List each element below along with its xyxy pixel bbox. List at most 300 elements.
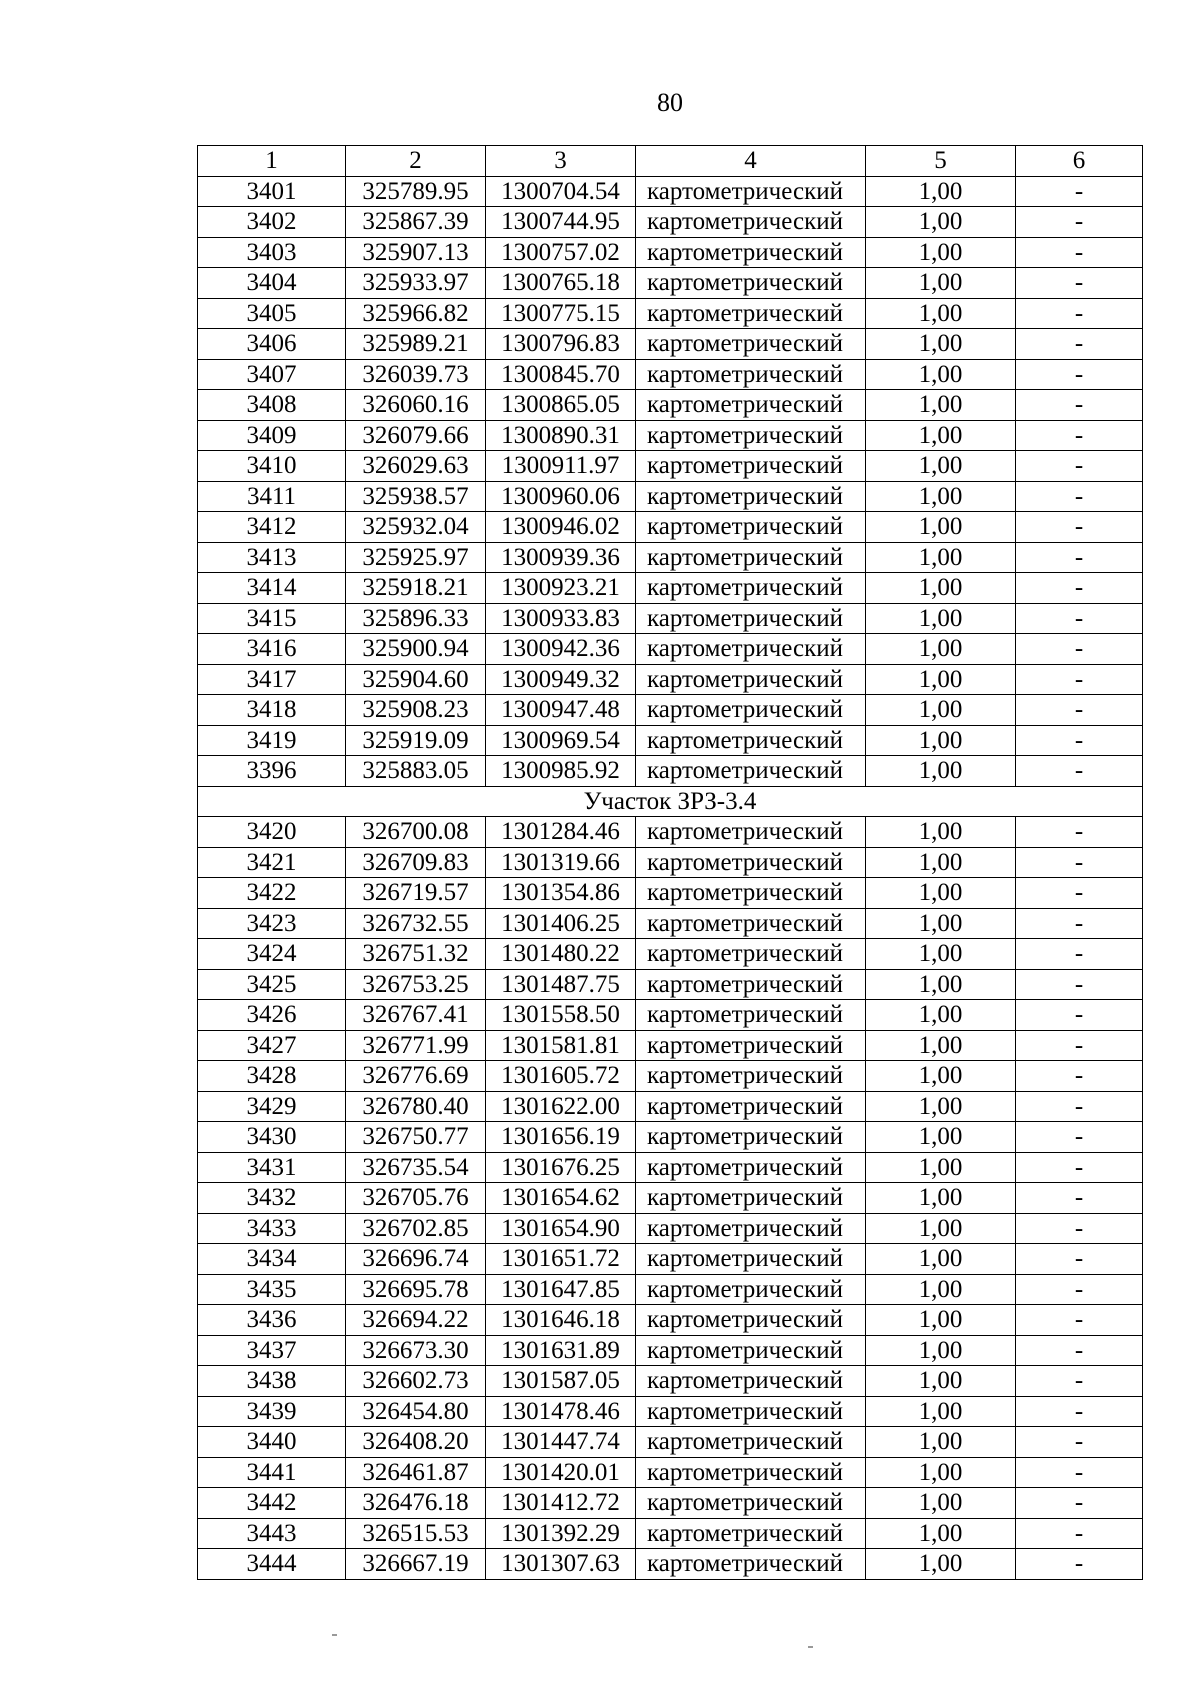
- precision-cell: 1,00: [866, 1061, 1016, 1092]
- precision-cell: 1,00: [866, 1000, 1016, 1031]
- method-cell: картометрический: [636, 1335, 866, 1366]
- point-number-cell: 3439: [198, 1396, 346, 1427]
- note-cell: -: [1016, 725, 1143, 756]
- method-cell: картометрический: [636, 451, 866, 482]
- precision-cell: 1,00: [866, 512, 1016, 543]
- table-row: [198, 1488, 1143, 1519]
- x-coordinate-cell: 326694.22: [346, 1305, 486, 1336]
- x-coordinate-cell: 325789.95: [346, 176, 486, 207]
- note-cell: -: [1016, 1183, 1143, 1214]
- x-coordinate-cell: 325900.94: [346, 634, 486, 665]
- point-number-cell: 3408: [198, 390, 346, 421]
- method-cell: картометрический: [636, 817, 866, 848]
- point-number-cell: 3417: [198, 664, 346, 695]
- scan-speck: [332, 1634, 337, 1636]
- x-coordinate-cell: 326029.63: [346, 451, 486, 482]
- x-coordinate-cell: 325918.21: [346, 573, 486, 604]
- note-cell: -: [1016, 1518, 1143, 1549]
- note-cell: -: [1016, 1152, 1143, 1183]
- table-row: [198, 1549, 1143, 1580]
- x-coordinate-cell: 326751.32: [346, 939, 486, 970]
- x-coordinate-cell: 326602.73: [346, 1366, 486, 1397]
- point-number-cell: 3410: [198, 451, 346, 482]
- table-row: [198, 1396, 1143, 1427]
- y-coordinate-cell: 1301319.66: [486, 847, 636, 878]
- y-coordinate-cell: 1301478.46: [486, 1396, 636, 1427]
- point-number-cell: 3402: [198, 207, 346, 238]
- note-cell: -: [1016, 298, 1143, 329]
- header-cell-3: 3: [486, 146, 636, 177]
- section-row: [198, 786, 1143, 817]
- point-number-cell: 3433: [198, 1213, 346, 1244]
- x-coordinate-cell: 325907.13: [346, 237, 486, 268]
- table-row: [198, 664, 1143, 695]
- precision-cell: 1,00: [866, 573, 1016, 604]
- x-coordinate-cell: 325896.33: [346, 603, 486, 634]
- note-cell: -: [1016, 1549, 1143, 1580]
- y-coordinate-cell: 1300923.21: [486, 573, 636, 604]
- table-row: [198, 420, 1143, 451]
- y-coordinate-cell: 1301646.18: [486, 1305, 636, 1336]
- x-coordinate-cell: 325933.97: [346, 268, 486, 299]
- precision-cell: 1,00: [866, 939, 1016, 970]
- precision-cell: 1,00: [866, 634, 1016, 665]
- note-cell: -: [1016, 756, 1143, 787]
- note-cell: -: [1016, 1335, 1143, 1366]
- x-coordinate-cell: 326667.19: [346, 1549, 486, 1580]
- point-number-cell: 3430: [198, 1122, 346, 1153]
- point-number-cell: 3444: [198, 1549, 346, 1580]
- precision-cell: 1,00: [866, 298, 1016, 329]
- point-number-cell: 3435: [198, 1274, 346, 1305]
- point-number-cell: 3420: [198, 817, 346, 848]
- method-cell: картометрический: [636, 756, 866, 787]
- table-row: [198, 1305, 1143, 1336]
- method-cell: картометрический: [636, 1457, 866, 1488]
- note-cell: -: [1016, 969, 1143, 1000]
- point-number-cell: 3441: [198, 1457, 346, 1488]
- y-coordinate-cell: 1301631.89: [486, 1335, 636, 1366]
- point-number-cell: 3422: [198, 878, 346, 909]
- precision-cell: 1,00: [866, 1091, 1016, 1122]
- point-number-cell: 3425: [198, 969, 346, 1000]
- method-cell: картометрический: [636, 603, 866, 634]
- y-coordinate-cell: 1301651.72: [486, 1244, 636, 1275]
- note-cell: -: [1016, 542, 1143, 573]
- method-cell: картометрический: [636, 969, 866, 1000]
- point-number-cell: 3396: [198, 756, 346, 787]
- point-number-cell: 3438: [198, 1366, 346, 1397]
- method-cell: картометрический: [636, 1244, 866, 1275]
- point-number-cell: 3413: [198, 542, 346, 573]
- method-cell: картометрический: [636, 847, 866, 878]
- note-cell: -: [1016, 908, 1143, 939]
- point-number-cell: 3407: [198, 359, 346, 390]
- table-row: [198, 237, 1143, 268]
- table-row: [198, 878, 1143, 909]
- method-cell: картометрический: [636, 573, 866, 604]
- point-number-cell: 3431: [198, 1152, 346, 1183]
- method-cell: картометрический: [636, 542, 866, 573]
- table-row: [198, 573, 1143, 604]
- note-cell: -: [1016, 1244, 1143, 1275]
- note-cell: -: [1016, 634, 1143, 665]
- note-cell: -: [1016, 664, 1143, 695]
- x-coordinate-cell: 326771.99: [346, 1030, 486, 1061]
- x-coordinate-cell: 325919.09: [346, 725, 486, 756]
- precision-cell: 1,00: [866, 1488, 1016, 1519]
- table-row: [198, 176, 1143, 207]
- precision-cell: 1,00: [866, 908, 1016, 939]
- point-number-cell: 3412: [198, 512, 346, 543]
- table-row: [198, 481, 1143, 512]
- note-cell: -: [1016, 237, 1143, 268]
- note-cell: -: [1016, 1305, 1143, 1336]
- y-coordinate-cell: 1301480.22: [486, 939, 636, 970]
- y-coordinate-cell: 1300765.18: [486, 268, 636, 299]
- note-cell: -: [1016, 1457, 1143, 1488]
- method-cell: картометрический: [636, 634, 866, 665]
- method-cell: картометрический: [636, 1396, 866, 1427]
- x-coordinate-cell: 326060.16: [346, 390, 486, 421]
- precision-cell: 1,00: [866, 603, 1016, 634]
- x-coordinate-cell: 326780.40: [346, 1091, 486, 1122]
- x-coordinate-cell: 326454.80: [346, 1396, 486, 1427]
- y-coordinate-cell: 1300949.32: [486, 664, 636, 695]
- y-coordinate-cell: 1300704.54: [486, 176, 636, 207]
- table-row: [198, 1427, 1143, 1458]
- point-number-cell: 3415: [198, 603, 346, 634]
- y-coordinate-cell: 1301447.74: [486, 1427, 636, 1458]
- note-cell: -: [1016, 939, 1143, 970]
- x-coordinate-cell: 325904.60: [346, 664, 486, 695]
- table-row: [198, 1091, 1143, 1122]
- method-cell: картометрический: [636, 1366, 866, 1397]
- method-cell: картометрический: [636, 237, 866, 268]
- note-cell: -: [1016, 1122, 1143, 1153]
- precision-cell: 1,00: [866, 268, 1016, 299]
- coordinates-table: [197, 145, 1143, 1580]
- point-number-cell: 3426: [198, 1000, 346, 1031]
- method-cell: картометрический: [636, 298, 866, 329]
- point-number-cell: 3443: [198, 1518, 346, 1549]
- note-cell: -: [1016, 1274, 1143, 1305]
- point-number-cell: 3428: [198, 1061, 346, 1092]
- precision-cell: 1,00: [866, 1244, 1016, 1275]
- precision-cell: 1,00: [866, 1030, 1016, 1061]
- y-coordinate-cell: 1301656.19: [486, 1122, 636, 1153]
- table-row: [198, 1457, 1143, 1488]
- table-row: [198, 542, 1143, 573]
- precision-cell: 1,00: [866, 481, 1016, 512]
- precision-cell: 1,00: [866, 1183, 1016, 1214]
- note-cell: -: [1016, 512, 1143, 543]
- note-cell: -: [1016, 878, 1143, 909]
- precision-cell: 1,00: [866, 237, 1016, 268]
- y-coordinate-cell: 1300985.92: [486, 756, 636, 787]
- table-row: [198, 1000, 1143, 1031]
- method-cell: картометрический: [636, 1183, 866, 1214]
- x-coordinate-cell: 326461.87: [346, 1457, 486, 1488]
- precision-cell: 1,00: [866, 1274, 1016, 1305]
- x-coordinate-cell: 326673.30: [346, 1335, 486, 1366]
- method-cell: картометрический: [636, 939, 866, 970]
- precision-cell: 1,00: [866, 1152, 1016, 1183]
- header-cell-5: 5: [866, 146, 1016, 177]
- point-number-cell: 3434: [198, 1244, 346, 1275]
- table-row: [198, 1030, 1143, 1061]
- y-coordinate-cell: 1301284.46: [486, 817, 636, 848]
- x-coordinate-cell: 326476.18: [346, 1488, 486, 1519]
- point-number-cell: 3423: [198, 908, 346, 939]
- y-coordinate-cell: 1300757.02: [486, 237, 636, 268]
- note-cell: -: [1016, 1488, 1143, 1519]
- precision-cell: 1,00: [866, 1518, 1016, 1549]
- x-coordinate-cell: 326702.85: [346, 1213, 486, 1244]
- table-row: [198, 268, 1143, 299]
- x-coordinate-cell: 326700.08: [346, 817, 486, 848]
- method-cell: картометрический: [636, 1274, 866, 1305]
- precision-cell: 1,00: [866, 1122, 1016, 1153]
- x-coordinate-cell: 325966.82: [346, 298, 486, 329]
- precision-cell: 1,00: [866, 1366, 1016, 1397]
- method-cell: картометрический: [636, 268, 866, 299]
- y-coordinate-cell: 1300796.83: [486, 329, 636, 360]
- page-number: 80: [657, 88, 683, 117]
- precision-cell: 1,00: [866, 420, 1016, 451]
- y-coordinate-cell: 1301676.25: [486, 1152, 636, 1183]
- table-row: [198, 329, 1143, 360]
- x-coordinate-cell: 326515.53: [346, 1518, 486, 1549]
- x-coordinate-cell: 326695.78: [346, 1274, 486, 1305]
- note-cell: -: [1016, 207, 1143, 238]
- note-cell: -: [1016, 1091, 1143, 1122]
- x-coordinate-cell: 325938.57: [346, 481, 486, 512]
- y-coordinate-cell: 1300960.06: [486, 481, 636, 512]
- note-cell: -: [1016, 481, 1143, 512]
- method-cell: картометрический: [636, 725, 866, 756]
- table-row: [198, 1183, 1143, 1214]
- x-coordinate-cell: 326079.66: [346, 420, 486, 451]
- note-cell: -: [1016, 1000, 1143, 1031]
- method-cell: картометрический: [636, 1518, 866, 1549]
- x-coordinate-cell: 325867.39: [346, 207, 486, 238]
- point-number-cell: 3401: [198, 176, 346, 207]
- precision-cell: 1,00: [866, 725, 1016, 756]
- table-row: [198, 1518, 1143, 1549]
- y-coordinate-cell: 1301647.85: [486, 1274, 636, 1305]
- y-coordinate-cell: 1300845.70: [486, 359, 636, 390]
- y-coordinate-cell: 1301406.25: [486, 908, 636, 939]
- table-row: [198, 1061, 1143, 1092]
- x-coordinate-cell: 326732.55: [346, 908, 486, 939]
- table-row: [198, 1274, 1143, 1305]
- note-cell: -: [1016, 420, 1143, 451]
- y-coordinate-cell: 1300744.95: [486, 207, 636, 238]
- x-coordinate-cell: 326767.41: [346, 1000, 486, 1031]
- method-cell: картометрический: [636, 908, 866, 939]
- point-number-cell: 3437: [198, 1335, 346, 1366]
- method-cell: картометрический: [636, 1427, 866, 1458]
- y-coordinate-cell: 1301307.63: [486, 1549, 636, 1580]
- header-cell-4: 4: [636, 146, 866, 177]
- point-number-cell: 3404: [198, 268, 346, 299]
- point-number-cell: 3427: [198, 1030, 346, 1061]
- scan-speck: [808, 1646, 813, 1648]
- x-coordinate-cell: 325932.04: [346, 512, 486, 543]
- point-number-cell: 3411: [198, 481, 346, 512]
- table-row: [198, 1244, 1143, 1275]
- x-coordinate-cell: 326735.54: [346, 1152, 486, 1183]
- note-cell: -: [1016, 359, 1143, 390]
- method-cell: картометрический: [636, 420, 866, 451]
- precision-cell: 1,00: [866, 451, 1016, 482]
- table-row: [198, 1213, 1143, 1244]
- point-number-cell: 3414: [198, 573, 346, 604]
- table-row: [198, 1335, 1143, 1366]
- precision-cell: 1,00: [866, 1335, 1016, 1366]
- method-cell: картометрический: [636, 1488, 866, 1519]
- precision-cell: 1,00: [866, 695, 1016, 726]
- point-number-cell: 3442: [198, 1488, 346, 1519]
- note-cell: -: [1016, 1061, 1143, 1092]
- y-coordinate-cell: 1300939.36: [486, 542, 636, 573]
- precision-cell: 1,00: [866, 1396, 1016, 1427]
- table-row: [198, 451, 1143, 482]
- x-coordinate-cell: 326709.83: [346, 847, 486, 878]
- method-cell: картометрический: [636, 1549, 866, 1580]
- y-coordinate-cell: 1301605.72: [486, 1061, 636, 1092]
- y-coordinate-cell: 1301581.81: [486, 1030, 636, 1061]
- point-number-cell: 3421: [198, 847, 346, 878]
- method-cell: картометрический: [636, 1305, 866, 1336]
- y-coordinate-cell: 1300933.83: [486, 603, 636, 634]
- x-coordinate-cell: 325989.21: [346, 329, 486, 360]
- method-cell: картометрический: [636, 207, 866, 238]
- table-row: [198, 298, 1143, 329]
- y-coordinate-cell: 1301654.90: [486, 1213, 636, 1244]
- note-cell: -: [1016, 329, 1143, 360]
- point-number-cell: 3409: [198, 420, 346, 451]
- table-row: [198, 847, 1143, 878]
- precision-cell: 1,00: [866, 817, 1016, 848]
- y-coordinate-cell: 1301392.29: [486, 1518, 636, 1549]
- x-coordinate-cell: 326753.25: [346, 969, 486, 1000]
- x-coordinate-cell: 326719.57: [346, 878, 486, 909]
- x-coordinate-cell: 326408.20: [346, 1427, 486, 1458]
- table-row: [198, 756, 1143, 787]
- method-cell: картометрический: [636, 1091, 866, 1122]
- table-row: [198, 1366, 1143, 1397]
- method-cell: картометрический: [636, 1030, 866, 1061]
- note-cell: -: [1016, 573, 1143, 604]
- method-cell: картометрический: [636, 878, 866, 909]
- x-coordinate-cell: 326039.73: [346, 359, 486, 390]
- table-row: [198, 908, 1143, 939]
- y-coordinate-cell: 1301412.72: [486, 1488, 636, 1519]
- precision-cell: 1,00: [866, 1427, 1016, 1458]
- point-number-cell: 3405: [198, 298, 346, 329]
- y-coordinate-cell: 1300775.15: [486, 298, 636, 329]
- method-cell: картометрический: [636, 390, 866, 421]
- y-coordinate-cell: 1301558.50: [486, 1000, 636, 1031]
- x-coordinate-cell: 325908.23: [346, 695, 486, 726]
- note-cell: -: [1016, 1030, 1143, 1061]
- note-cell: -: [1016, 176, 1143, 207]
- precision-cell: 1,00: [866, 1213, 1016, 1244]
- table-row: [198, 359, 1143, 390]
- method-cell: картометрический: [636, 1213, 866, 1244]
- y-coordinate-cell: 1301487.75: [486, 969, 636, 1000]
- method-cell: картометрический: [636, 481, 866, 512]
- table-row: [198, 725, 1143, 756]
- precision-cell: 1,00: [866, 1457, 1016, 1488]
- x-coordinate-cell: 326705.76: [346, 1183, 486, 1214]
- precision-cell: 1,00: [866, 664, 1016, 695]
- point-number-cell: 3419: [198, 725, 346, 756]
- point-number-cell: 3406: [198, 329, 346, 360]
- method-cell: картометрический: [636, 359, 866, 390]
- precision-cell: 1,00: [866, 1305, 1016, 1336]
- precision-cell: 1,00: [866, 207, 1016, 238]
- precision-cell: 1,00: [866, 542, 1016, 573]
- precision-cell: 1,00: [866, 329, 1016, 360]
- point-number-cell: 3403: [198, 237, 346, 268]
- table-row: [198, 969, 1143, 1000]
- table-row: [198, 512, 1143, 543]
- point-number-cell: 3424: [198, 939, 346, 970]
- y-coordinate-cell: 1300946.02: [486, 512, 636, 543]
- method-cell: картометрический: [636, 176, 866, 207]
- y-coordinate-cell: 1301622.00: [486, 1091, 636, 1122]
- y-coordinate-cell: 1301654.62: [486, 1183, 636, 1214]
- precision-cell: 1,00: [866, 878, 1016, 909]
- method-cell: картометрический: [636, 664, 866, 695]
- y-coordinate-cell: 1300911.97: [486, 451, 636, 482]
- y-coordinate-cell: 1300890.31: [486, 420, 636, 451]
- method-cell: картометрический: [636, 1122, 866, 1153]
- table-row: [198, 634, 1143, 665]
- table-row: [198, 695, 1143, 726]
- header-cell-2: 2: [346, 146, 486, 177]
- point-number-cell: 3432: [198, 1183, 346, 1214]
- note-cell: -: [1016, 1366, 1143, 1397]
- precision-cell: 1,00: [866, 176, 1016, 207]
- y-coordinate-cell: 1300942.36: [486, 634, 636, 665]
- method-cell: картометрический: [636, 695, 866, 726]
- note-cell: -: [1016, 1396, 1143, 1427]
- method-cell: картометрический: [636, 1152, 866, 1183]
- point-number-cell: 3436: [198, 1305, 346, 1336]
- point-number-cell: 3418: [198, 695, 346, 726]
- point-number-cell: 3440: [198, 1427, 346, 1458]
- precision-cell: 1,00: [866, 756, 1016, 787]
- method-cell: картометрический: [636, 1061, 866, 1092]
- section-title: Участок ЗРЗ-3.4: [198, 786, 1143, 817]
- table-row: [198, 1152, 1143, 1183]
- point-number-cell: 3416: [198, 634, 346, 665]
- table-row: [198, 939, 1143, 970]
- table-row: [198, 390, 1143, 421]
- header-cell-1: 1: [198, 146, 346, 177]
- x-coordinate-cell: 326750.77: [346, 1122, 486, 1153]
- note-cell: -: [1016, 695, 1143, 726]
- precision-cell: 1,00: [866, 969, 1016, 1000]
- table-row: [198, 207, 1143, 238]
- x-coordinate-cell: 326696.74: [346, 1244, 486, 1275]
- x-coordinate-cell: 326776.69: [346, 1061, 486, 1092]
- y-coordinate-cell: 1301354.86: [486, 878, 636, 909]
